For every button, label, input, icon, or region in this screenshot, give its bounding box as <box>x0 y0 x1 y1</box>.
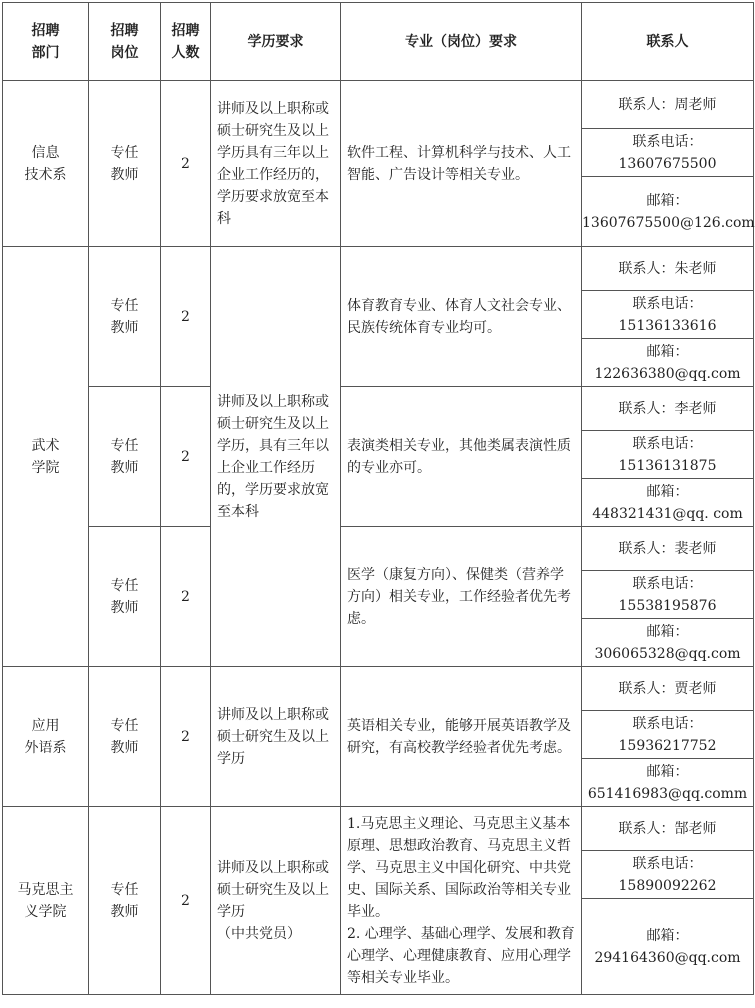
recruitment-table <box>2 2 754 995</box>
dept-cell: 应用 外语系 <box>3 667 89 807</box>
major-cell: 体育教育专业、体育人文社会专业、民族传统体育专业均可。 <box>341 247 582 387</box>
table-row <box>3 247 754 291</box>
table-row <box>3 81 754 129</box>
dept-cell: 信息 技术系 <box>3 81 89 247</box>
phone-number: 15890092262 <box>618 877 717 894</box>
contact-phone <box>582 129 754 177</box>
phone-number: 15136131875 <box>618 457 717 474</box>
major-item: 1.马克思主义理论、马克思主义基本原理、思想政治教育、马克思主义哲学、马克思主义中国化研究、中共党史、国际关系、国际政治等相关专业毕业。 <box>347 815 571 920</box>
email-address: 13607675500@126.com <box>582 214 755 231</box>
email-label: 邮箱： <box>646 763 689 780</box>
major-cell: 医学（康复方向）、保健类（营养学方向）相关专业，工作经验者优先考虑。 <box>341 527 582 667</box>
table-row <box>3 527 754 571</box>
contact-phone <box>582 431 754 479</box>
contact-phone <box>582 291 754 339</box>
contact-name: 联系人：贾老师 <box>582 667 754 711</box>
header-major: 专业（岗位）要求 <box>341 3 582 81</box>
contact-name: 联系人：朱老师 <box>582 247 754 291</box>
contact-email <box>582 619 754 667</box>
table-row <box>3 807 754 851</box>
post-cell: 专任 教师 <box>89 247 161 387</box>
count-cell: 2 <box>161 247 211 387</box>
phone-number: 15136133616 <box>618 317 717 334</box>
contact-email <box>582 339 754 387</box>
dept-cell: 武术 学院 <box>3 247 89 667</box>
count-cell: 2 <box>161 387 211 527</box>
contact-name: 联系人：周老师 <box>582 81 754 129</box>
contact-email <box>582 759 754 807</box>
email-address: 651416983@qq.comm <box>587 785 748 802</box>
count-cell: 2 <box>161 807 211 995</box>
header-edu: 学历要求 <box>211 3 341 81</box>
post-cell: 专任 教师 <box>89 807 161 995</box>
edu-cell: 讲师及以上职称或硕士研究生及以上学历具有三年以上企业工作经历的，学历要求放宽至本科 <box>211 81 341 247</box>
major-cell: 软件工程、计算机科学与技术、人工智能、广告设计等相关专业。 <box>341 81 582 247</box>
phone-label: 联系电话： <box>632 295 703 312</box>
contact-email <box>582 899 754 995</box>
post-cell: 专任 教师 <box>89 387 161 527</box>
contact-name: 联系人：李老师 <box>582 387 754 431</box>
header-contact: 联系人 <box>582 3 754 81</box>
phone-label: 联系电话： <box>632 575 703 592</box>
email-label: 邮箱： <box>646 192 689 209</box>
contact-phone <box>582 711 754 759</box>
header-count: 招聘 人数 <box>161 3 211 81</box>
edu-cell: 讲师及以上职称或硕士研究生及以上学历，具有三年以上企业工作经历的，学历要求放宽至本科 <box>211 247 341 667</box>
contact-phone <box>582 851 754 899</box>
phone-label: 联系电话： <box>632 855 703 872</box>
post-cell: 专任 教师 <box>89 667 161 807</box>
header-row <box>3 3 754 81</box>
phone-label: 联系电话： <box>632 133 703 150</box>
email-label: 邮箱： <box>646 927 689 944</box>
email-address: 448321431@qq. com <box>592 505 743 522</box>
edu-cell: 讲师及以上职称或硕士研究生及以上学历 （中共党员） <box>211 807 341 995</box>
phone-label: 联系电话： <box>632 435 703 452</box>
table-row <box>3 667 754 711</box>
contact-name: 联系人：裴老师 <box>582 527 754 571</box>
contact-phone <box>582 571 754 619</box>
major-cell <box>341 807 582 995</box>
email-address: 306065328@qq.com <box>594 645 741 662</box>
major-cell: 表演类相关专业，其他类属表演性质的专业亦可。 <box>341 387 582 527</box>
major-cell: 英语相关专业，能够开展英语教学及研究，有高校教学经验者优先考虑。 <box>341 667 582 807</box>
email-address: 294164360@qq.com <box>594 949 741 966</box>
email-address: 122636380@qq.com <box>594 365 741 382</box>
contact-email <box>582 479 754 527</box>
post-cell: 专任 教师 <box>89 81 161 247</box>
contact-email <box>582 177 754 247</box>
phone-number: 13607675500 <box>618 155 717 172</box>
edu-cell: 讲师及以上职称或硕士研究生及以上学历 <box>211 667 341 807</box>
phone-number: 15538195876 <box>618 597 717 614</box>
major-item: 2. 心理学、基础心理学、发展和教育心理学、心理健康教育、应用心理学等相关专业毕业。 <box>347 925 575 986</box>
email-label: 邮箱： <box>646 623 689 640</box>
phone-label: 联系电话： <box>632 715 703 732</box>
email-label: 邮箱： <box>646 483 689 500</box>
phone-number: 15936217752 <box>618 737 717 754</box>
count-cell: 2 <box>161 81 211 247</box>
count-cell: 2 <box>161 527 211 667</box>
header-post: 招聘 岗位 <box>89 3 161 81</box>
count-cell: 2 <box>161 667 211 807</box>
post-cell: 专任 教师 <box>89 527 161 667</box>
dept-cell: 马克思主 义学院 <box>3 807 89 995</box>
table-row <box>3 387 754 431</box>
contact-name: 联系人：郜老师 <box>582 807 754 851</box>
email-label: 邮箱： <box>646 343 689 360</box>
header-dept: 招聘 部门 <box>3 3 89 81</box>
